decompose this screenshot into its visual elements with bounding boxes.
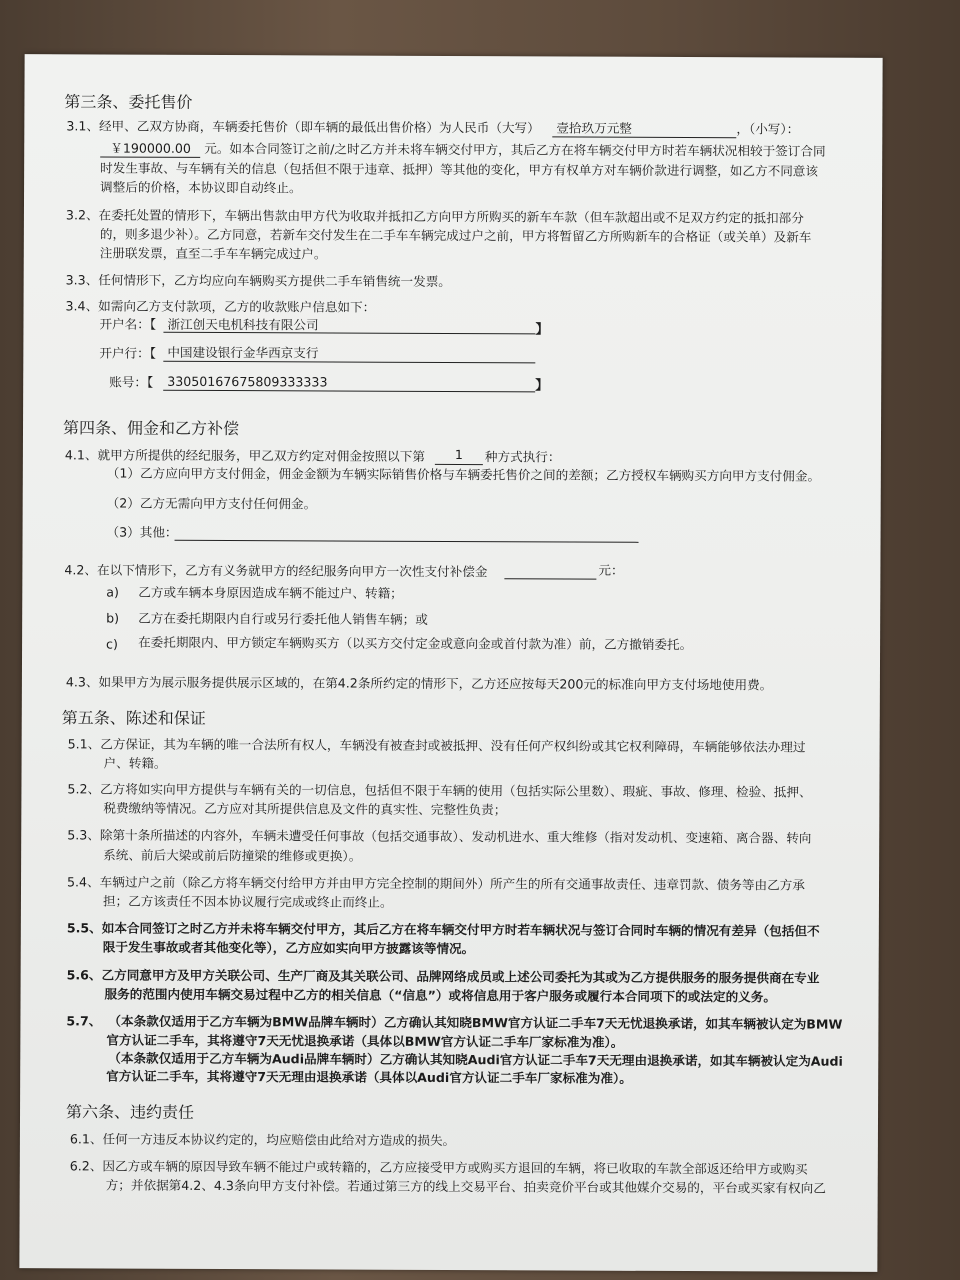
item-a-label: a) bbox=[106, 584, 119, 600]
clause-3-2-line-3: 注册联发票，直至二手车车辆完成过户。 bbox=[99, 245, 327, 262]
commission-option-1: （1）乙方应向甲方支付佣金，佣金金额为车辆实际销售价格与车辆委托售价之间的差额；乙方授权车辆购买方向甲方支付佣金。 bbox=[106, 465, 821, 484]
clause-4-1: 4.1、就甲方所提供的经纪服务，甲乙双方约定对佣金按照以下第 bbox=[64, 447, 425, 464]
amount-in-figures: ￥190000.00 bbox=[110, 140, 191, 156]
clause-5-7-line-1: （本条款仅适用于乙方车辆为BMW品牌车辆时）乙方确认其知晓BMW官方认证二手车7天无忧退换承诺，如其车辆被认定为BMW bbox=[108, 1013, 843, 1032]
amount-in-words: 壹拾玖万元整 bbox=[556, 120, 632, 136]
clause-6-2-line-2: 方；并依据第4.2、4.3条向甲方支付补偿。若通过第三方的线上交易平台、拍卖竞价平台或其他媒介交易的，平台或买家有权向乙 bbox=[105, 1177, 826, 1196]
item-c-label: c) bbox=[106, 636, 118, 652]
clause-5-6-line-2: 服务的范围内使用车辆交易过程中乙方的相关信息（“信息”）或将信息用于客户服务或履行本合同项下的或法定的义务。 bbox=[104, 986, 777, 1005]
account-name-underline bbox=[163, 332, 535, 335]
clause-5-5-line-2: 限于发生事故或者其他变化等），乙方应如实向甲方披露该等情况。 bbox=[102, 939, 475, 957]
clause-4-1-end: 种方式执行： bbox=[484, 449, 561, 465]
clause-3-1-line-3: 时发生事故、与车辆有关的信息（包括但不限于违章、抵押）等其他的变化，甲方有权单方对车辆价款进行调整，如乙方不同意该 bbox=[100, 160, 819, 179]
clause-5-3-line-2: 系统、前后大梁或前后防撞梁的维修或更换）。 bbox=[103, 847, 362, 864]
clause-5-4-line-2: 担；乙方该责任不因本协议履行完成或终止而终止。 bbox=[102, 893, 393, 910]
clause-6-2-line-1: 6.2、因乙方或车辆的原因导致车辆不能过户或转籍的，乙方应接受甲方或购买方退回的车辆，将已收取的车款全部返还给甲方或购买 bbox=[69, 1158, 808, 1177]
account-name-close-bracket: 】 bbox=[535, 322, 549, 338]
clause-5-7-line-3: （本条款仅适用于乙方车辆为Audi品牌车辆时）乙方确认其知晓Audi官方认证二手车7天无理由退换承诺，如其车辆被认定为Audi bbox=[108, 1050, 843, 1069]
amount-in-words-underline bbox=[552, 136, 736, 138]
commission-option-3: （3）其他： bbox=[106, 524, 178, 540]
contract-page bbox=[19, 54, 882, 1272]
bank-underline bbox=[163, 361, 535, 364]
clause-3-2-line-1: 3.2、在委托处置的情形下，车辆出售款由甲方代为收取并抵扣乙方向甲方所购买的新车车款（但车款超出或不足双方约定的抵扣部分 bbox=[65, 207, 804, 226]
clause-5-2-line-1: 5.2、乙方将如实向甲方提供与车辆有关的一切信息，包括但不限于车辆的使用（包括实际公里数）、瑕疵、事故、修理、检验、抵押、 bbox=[67, 781, 812, 800]
clause-5-7-line-2: 官方认证二手车，其将遵守7天无忧退换承诺（具体以BMW官方认证二手车厂家标准为准）。 bbox=[106, 1032, 624, 1050]
clause-3-1-line-1: 3.1、经甲、乙双方协商，车辆委托售价（即车辆的最低出售价格）为人民币（大写） bbox=[66, 118, 540, 136]
clause-5-1-line-2: 户、转籍。 bbox=[103, 755, 167, 771]
commission-method-underline bbox=[435, 464, 483, 465]
commission-other-underline bbox=[175, 540, 639, 543]
item-a-text: 乙方或车辆本身原因造成车辆不能过户、转籍； bbox=[138, 584, 403, 601]
clause-5-2-line-2: 税费缴纳等情况。乙方应对其所提供信息及文件的真实性、完整性负责； bbox=[103, 800, 507, 818]
account-number-value: 33050167675809333333 bbox=[167, 373, 328, 390]
clause-5-6-line-1: 5.6、乙方同意甲方及甲方关联公司、生产厂商及其关联公司、品牌网络成员或上述公司委托为其或为乙方提供服务的服务提供商在专业 bbox=[66, 967, 820, 986]
section-6-title: 第六条、违约责任 bbox=[65, 1102, 195, 1122]
account-number-label: 账号：【 bbox=[109, 374, 154, 390]
account-name-value: 浙江创天电机科技有限公司 bbox=[167, 316, 319, 333]
clause-3-1-line-2: 元。如本合同签订之前/之时乙方并未将车辆交付甲方，其后乙方在将车辆交付甲方时若车辆状况相较于签订合同 bbox=[204, 140, 826, 159]
account-number-underline bbox=[163, 390, 535, 393]
clause-3-4: 3.4、如需向乙方支付款项，乙方的收款账户信息如下： bbox=[65, 298, 376, 315]
clause-5-7-line-4: 官方认证二手车，其将遵守7天无理由退换承诺（具体以Audi官方认证二手车厂家标准为准）。 bbox=[106, 1068, 632, 1086]
item-c-text: 在委托期限内、甲方锁定车辆购买方（以买方交付定金或意向金或首付款为准）前，乙方撤销委托。 bbox=[138, 634, 693, 653]
clause-5-7-number: 5.7、 bbox=[66, 1013, 102, 1029]
compensation-amount-underline bbox=[504, 578, 596, 579]
clause-3-2-line-2: 的，则多退少补）。乙方同意，若新车交付发生在二手车车辆完成过户之前，甲方将暂留乙方所购新车的合格证（或关单）及新车 bbox=[99, 226, 812, 245]
commission-option-2: （2）乙方无需向甲方支付任何佣金。 bbox=[106, 495, 317, 512]
clause-3-3: 3.3、任何情形下，乙方均应向车辆购买方提供二手车销售统一发票。 bbox=[65, 272, 451, 289]
item-b-text: 乙方在委托期限内自行或另行委托他人销售车辆；或 bbox=[138, 610, 428, 627]
clause-4-2: 4.2、在以下情形下，乙方有义务就甲方的经纪服务向甲方一次性支付补偿金 bbox=[64, 562, 488, 580]
commission-method-number: 1 bbox=[454, 447, 463, 463]
clause-4-2-end: 元： bbox=[598, 562, 624, 578]
clause-5-1-line-1: 5.1、乙方保证，其为车辆的唯一合法所有权人，车辆没有被查封或被抵押、没有任何产权纠纷或其它权利障碍，车辆能够依法办理过 bbox=[67, 736, 806, 755]
bank-value: 中国建设银行金华西京支行 bbox=[167, 344, 319, 361]
item-b-label: b) bbox=[106, 610, 120, 626]
bank-label: 开户行：【 bbox=[99, 345, 157, 361]
clause-5-4-line-1: 5.4、车辆过户之前（除乙方将车辆交付给甲方并由甲方完全控制的期间外）所产生的所有交通事故责任、违章罚款、债务等由乙方承 bbox=[67, 874, 805, 893]
clause-4-3: 4.3、如果甲方为展示服务提供展示区域的，在第4.2条所约定的情形下，乙方还应按每天200元的标准向甲方支付场地使用费。 bbox=[65, 674, 773, 693]
clause-3-1-line-1-end: ，（小写）： bbox=[736, 121, 800, 137]
clause-5-3-line-1: 5.3、除第十条所描述的内容外，车辆未遭受任何事故（包括交通事故）、发动机进水、重大维修（指对发动机、变速箱、离合器、转向 bbox=[67, 827, 812, 846]
amount-in-figures-underline bbox=[100, 156, 200, 157]
section-5-title: 第五条、陈述和保证 bbox=[61, 708, 206, 728]
clause-6-1: 6.1、任何一方违反本协议约定的，均应赔偿由此给对方造成的损失。 bbox=[69, 1131, 456, 1149]
clause-5-5-line-1: 5.5、如本合同签订之时乙方并未将车辆交付甲方，其后乙方在将车辆交付甲方时若车辆状况与签订合同时车辆的情况有差异（包括但不 bbox=[66, 920, 820, 939]
section-3-title: 第三条、委托售价 bbox=[64, 92, 193, 112]
account-name-label: 开户名：【 bbox=[99, 316, 157, 332]
section-4-title: 第四条、佣金和乙方补偿 bbox=[62, 418, 240, 439]
account-number-close-bracket: 】 bbox=[535, 378, 549, 394]
clause-3-1-line-4: 调整后的价格，本协议即自动终止。 bbox=[100, 179, 302, 196]
